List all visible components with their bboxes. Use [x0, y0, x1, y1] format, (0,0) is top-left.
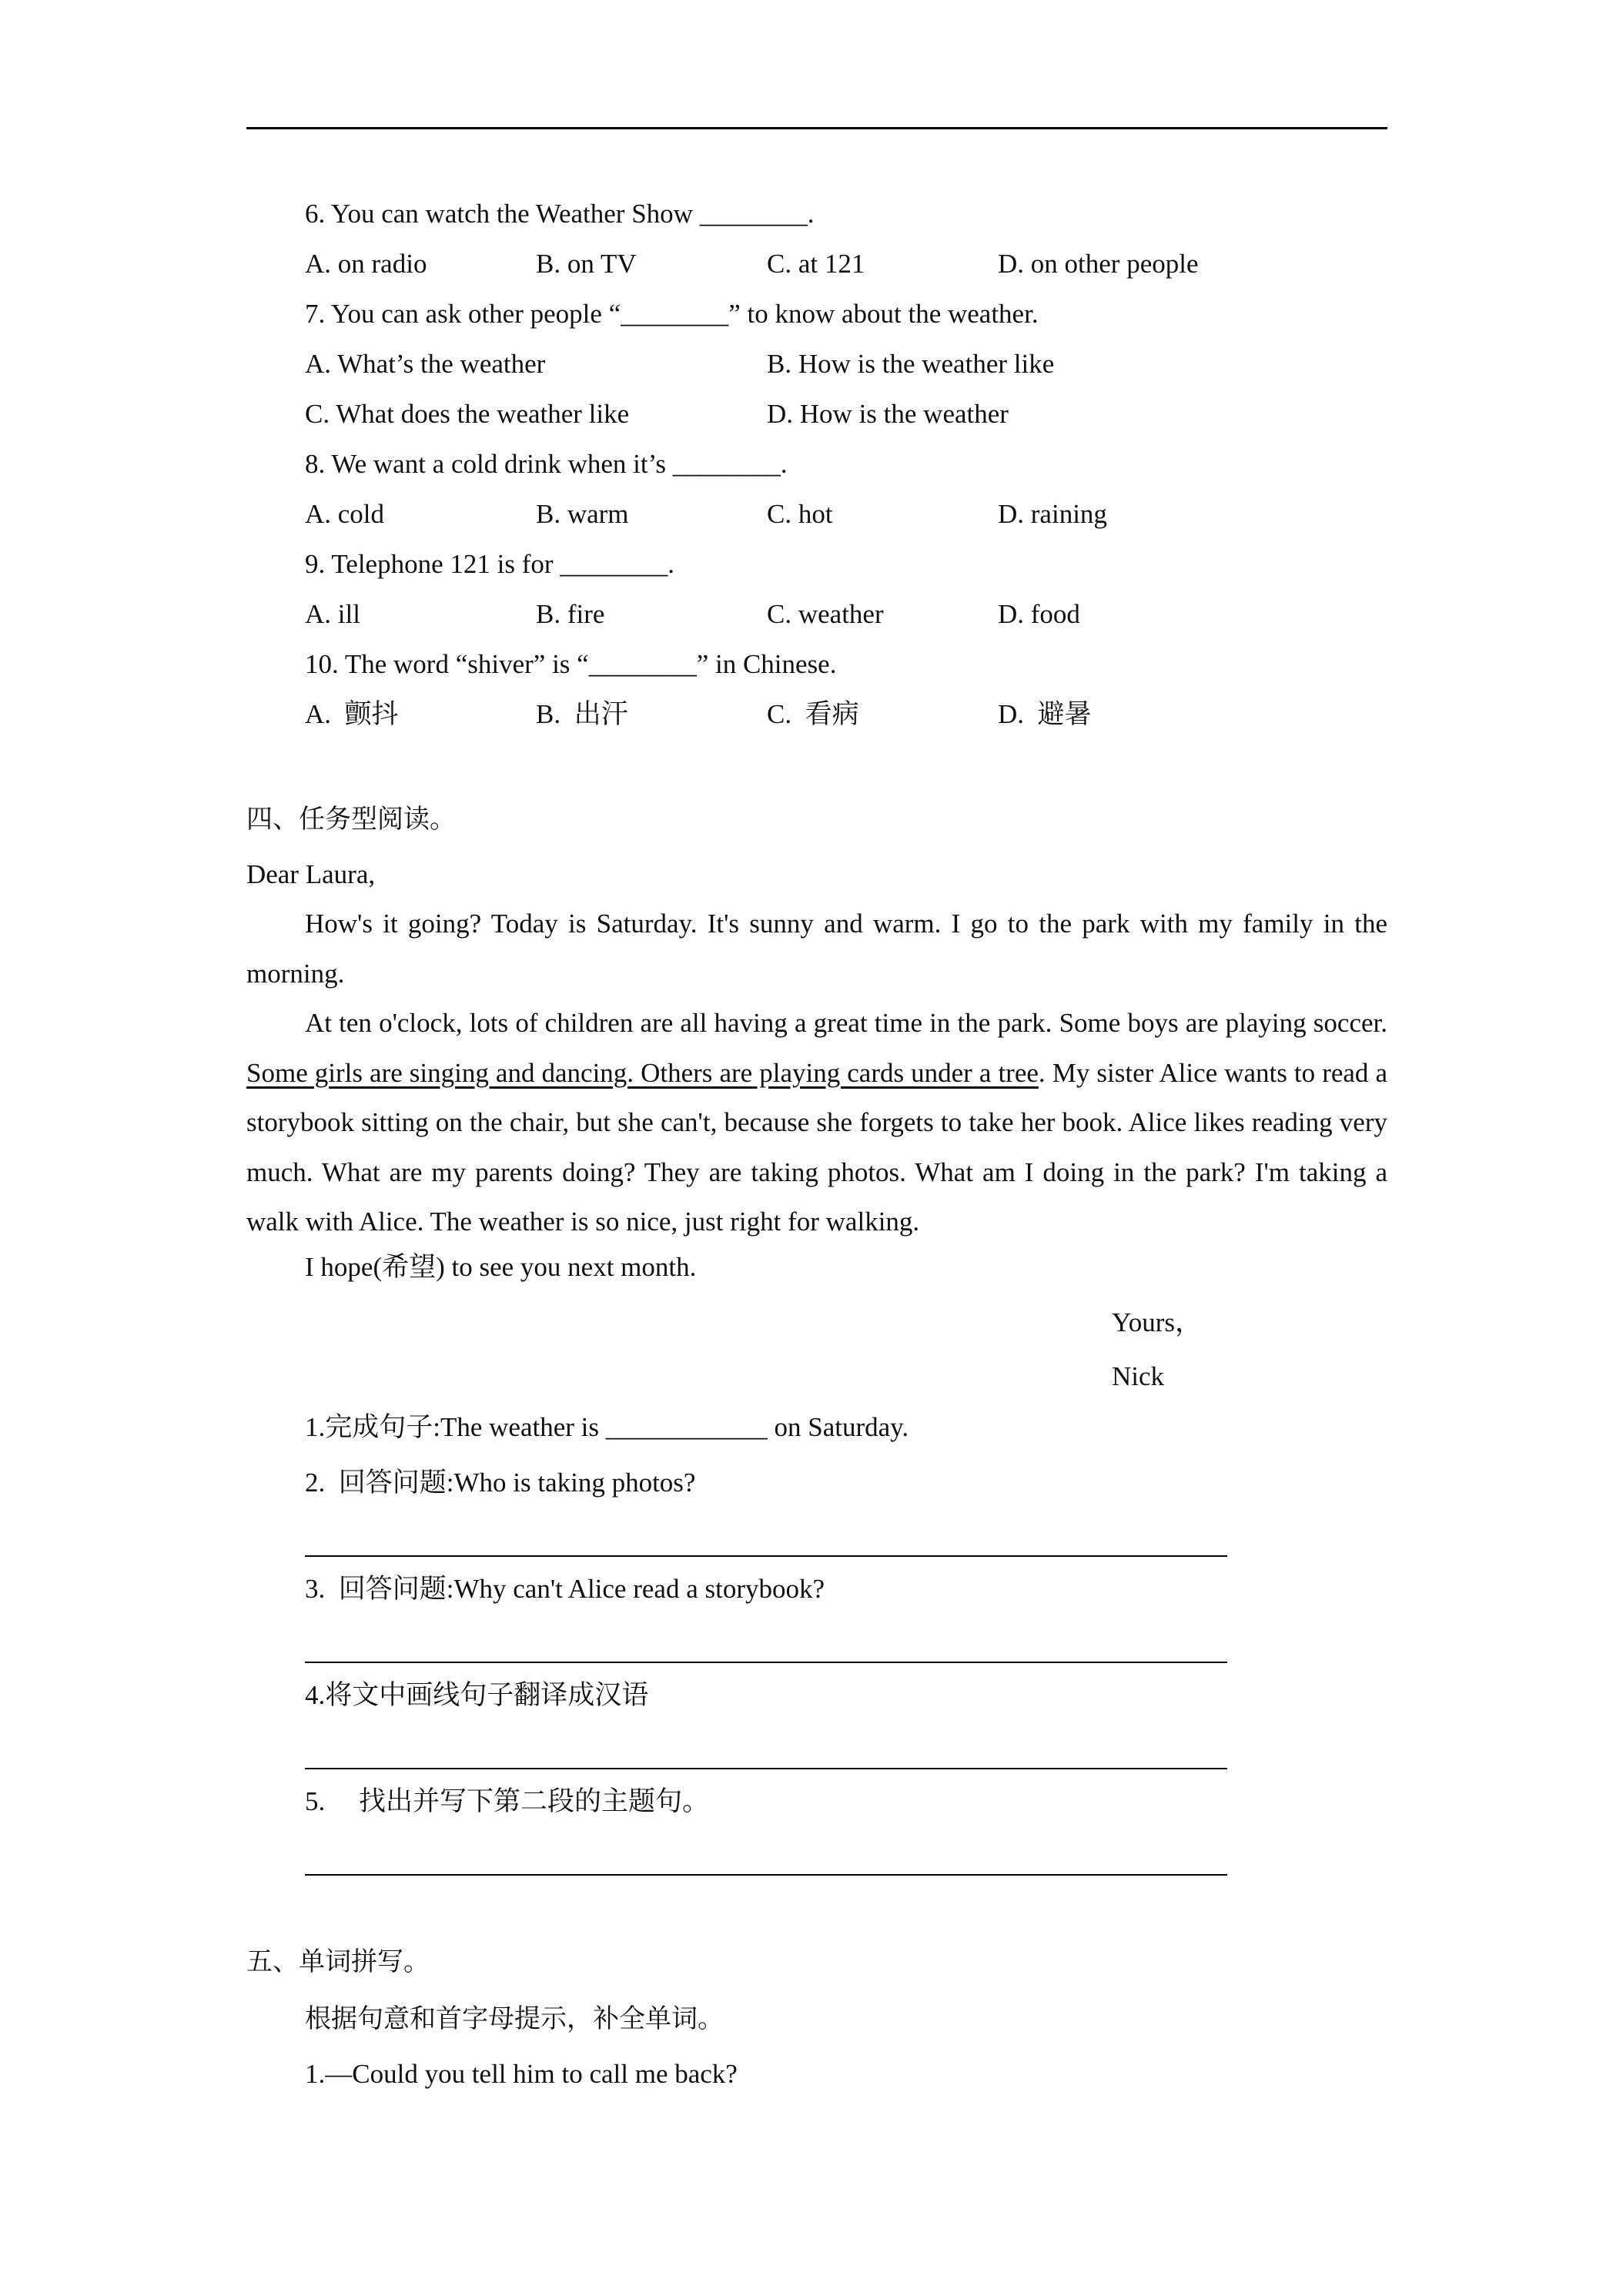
- section-4-heading: 四、任务型阅读。: [246, 804, 456, 835]
- task-5: 5. 找出并写下第二段的主题句。: [305, 1786, 710, 1816]
- q6-option-a: A. on radio: [305, 249, 427, 279]
- task-5-answer-line: [305, 1874, 1227, 1876]
- task-4: 4.将文中画线句子翻译成汉语: [305, 1680, 649, 1710]
- q6-option-d: D. on other people: [998, 249, 1199, 279]
- q8-option-a: A. cold: [305, 499, 385, 529]
- q9-option-b: B. fire: [536, 599, 605, 629]
- q8-option-c: C. hot: [767, 499, 833, 529]
- q6-option-b: B. on TV: [536, 249, 637, 279]
- task-2-answer-line: [305, 1555, 1227, 1557]
- q8-option-b: B. warm: [536, 499, 629, 529]
- q10-option-c: C. 看病: [767, 699, 859, 729]
- question-7: 7. You can ask other people “________” to know about the weather.: [305, 299, 1039, 329]
- question-6: 6. You can watch the Weather Show ________.: [305, 199, 815, 229]
- paragraph-2-lead: At ten o'clock, lots of children are all having a great time in the park. Some boys are playing soccer.: [305, 1008, 1387, 1038]
- letter-paragraph-2: [246, 999, 1387, 1247]
- letter-salutation: Dear Laura,: [246, 859, 376, 889]
- section-5-instruction: 根据句意和首字母提示，补全单词。: [305, 2003, 724, 2034]
- q9-option-c: C. weather: [767, 599, 884, 629]
- q7-option-c: C. What does the weather like: [305, 399, 630, 429]
- letter-paragraph-1: [246, 899, 1387, 999]
- q7-option-a: A. What’s the weather: [305, 349, 546, 379]
- task-2: 2. 回答问题:Who is taking photos?: [305, 1468, 696, 1498]
- task-3: 3. 回答问题:Why can't Alice read a storybook?: [305, 1574, 825, 1604]
- section-5-item-1: 1.—Could you tell him to call me back?: [305, 2059, 738, 2089]
- letter-signature: Nick: [1112, 1361, 1165, 1391]
- q7-option-d: D. How is the weather: [767, 399, 1009, 429]
- header-rule: [246, 127, 1387, 129]
- q9-option-d: D. food: [998, 599, 1080, 629]
- q10-option-b: B. 出汗: [536, 699, 628, 729]
- q9-option-a: A. ill: [305, 599, 360, 629]
- task-3-answer-line: [305, 1662, 1227, 1663]
- question-10: 10. The word “shiver” is “________” in Chinese.: [305, 649, 837, 679]
- q6-option-c: C. at 121: [767, 249, 865, 279]
- section-5-heading: 五、单词拼写。: [246, 1946, 430, 1977]
- question-9: 9. Telephone 121 is for ________.: [305, 549, 675, 579]
- paragraph-2-rest: . My sister Alice wants to read a storybook sitting on the chair, but she can't, because she forgets to take her book. Alice likes reading very much. What are my parents doing? They are taking photos. What am I doing in the park? I'm taking a walk with Alice. The weather is so nice, just right for walking.: [246, 1057, 1387, 1237]
- q8-option-d: D. raining: [998, 499, 1107, 529]
- letter-paragraph-3: I hope(希望) to see you next month.: [305, 1252, 697, 1282]
- q7-option-b: B. How is the weather like: [767, 349, 1055, 379]
- letter-closing: Yours，: [1112, 1307, 1203, 1337]
- task-4-answer-line: [305, 1768, 1227, 1769]
- underlined-sentence: Some girls are singing and dancing. Others are playing cards under a tree: [246, 1057, 1039, 1088]
- question-8: 8. We want a cold drink when it’s ________.: [305, 449, 788, 479]
- q10-option-d: D. 避暑: [998, 699, 1092, 729]
- q10-option-a: A. 颤抖: [305, 699, 399, 729]
- task-1: 1.完成句子:The weather is ____________ on Saturday.: [305, 1412, 909, 1442]
- letter-paragraph-1-text: How's it going? Today is Saturday. It's sunny and warm. I go to the park with my family in the morning.: [246, 909, 1387, 989]
